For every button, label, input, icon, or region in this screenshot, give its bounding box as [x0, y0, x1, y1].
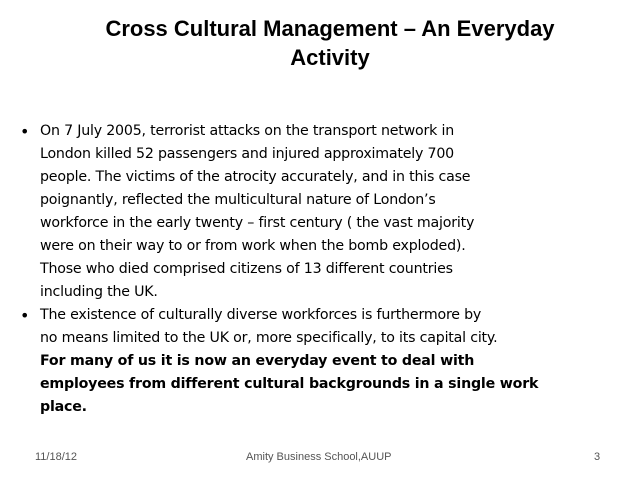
footer-date: 11/18/12 — [35, 451, 78, 463]
footer-organization: Amity Business School,AUUP — [246, 451, 392, 463]
bullet-line: people. The victims of the atrocity accurately, and in this case — [40, 169, 471, 185]
footer-page-number: 3 — [594, 451, 601, 463]
bullet-dot-icon: • — [20, 122, 30, 141]
bullet-line-bold: For many of us it is now an everyday event to deal with — [40, 353, 475, 369]
title-line: Cross Cultural Management – An Everyday — [105, 16, 555, 41]
title-line: Activity — [290, 45, 370, 70]
bullet-line: poignantly, reflected the multicultural nature of London’s — [40, 192, 436, 208]
bullet-line: no means limited to the UK or, more specifically, to its capital city. — [40, 330, 498, 346]
bullet-line-bold: employees from different cultural backgrounds in a single work — [40, 376, 539, 392]
bullet-item — [20, 120, 628, 304]
bullet-line: On 7 July 2005, terrorist attacks on the transport network in — [40, 123, 454, 139]
bullet-line: London killed 52 passengers and injured approximately 700 — [40, 146, 455, 162]
bullet-line-bold: place. — [40, 399, 87, 415]
bullet-line: including the UK. — [40, 284, 158, 300]
bullet-item — [20, 304, 628, 419]
slide-title — [40, 14, 620, 72]
bullet-line: The existence of culturally diverse workforces is furthermore by — [40, 307, 482, 323]
bullet-line: Those who died comprised citizens of 13 different countries — [40, 261, 453, 277]
bullet-line: were on their way to or from work when the bomb exploded). — [40, 238, 466, 254]
bullet-line: workforce in the early twenty – first century ( the vast majority — [40, 215, 475, 231]
bullet-list — [20, 120, 628, 419]
bullet-dot-icon: • — [20, 306, 30, 325]
